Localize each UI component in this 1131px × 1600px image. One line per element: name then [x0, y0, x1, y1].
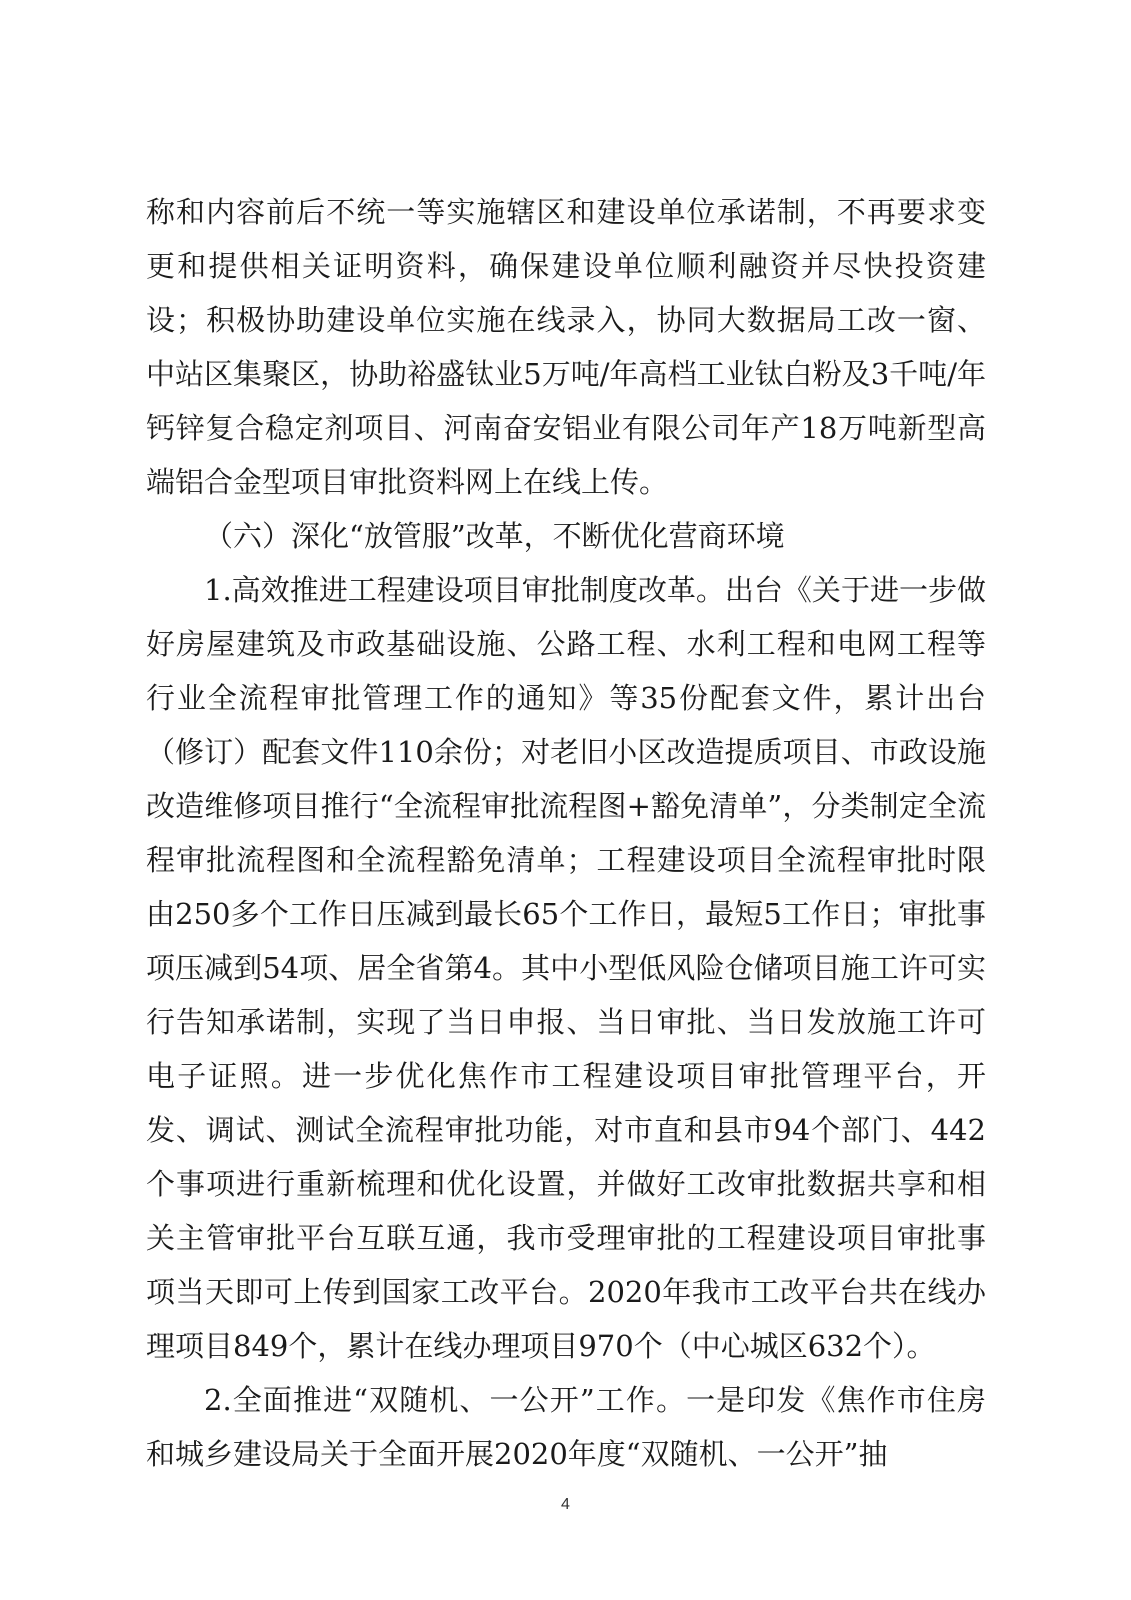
- paragraph-item-2: 2.全面推进“双随机、一公开”工作。一是印发《焦作市住房和城乡建设局关于全面开展2020年度“双随机、一公开”抽: [146, 1383, 986, 1471]
- paragraph-item-1: 1.高效推进工程建设项目审批制度改革。出台《关于进一步做好房屋建筑及市政基础设施、公路工程、水利工程和电网工程等行业全流程审批管理工作的通知》等35份配套文件，累计出台（修订）配套文件110余份；对老旧小区改造提质项目、市政设施改造维修项目推行“全流程审批流程图+豁免清单”，分类制定全流程审批流程图和全流程豁免清单；工程建设项目全流程审批时限由250多个工作日压减到最长65个工作日，最短5工作日；审批事项压减到54项、居全省第4。其中小型低风险仓储项目施工许可实行告知承诺制，实现了当日申报、当日审批、当日发放施工许可电子证照。进一步优化焦作市工程建设项目审批管理平台，开发、调试、测试全流程审批功能，对市直和县市94个部门、442个事项进行重新梳理和优化设置，并做好工改审批数据共享和相关主管审批平台互联互通，我市受理审批的工程建设项目审批事项当天即可上传到国家工改平台。2020年我市工改平台共在线办理项目849个，累计在线办理项目970个（中心城区632个）。: [146, 573, 986, 1363]
- section-heading-6: （六）深化“放管服”改革，不断优化营商环境: [204, 519, 785, 553]
- document-body: [146, 185, 986, 1481]
- paragraph-continued: 称和内容前后不统一等实施辖区和建设单位承诺制，不再要求变更和提供相关证明资料，确保建设单位顺利融资并尽快投资建设；积极协助建设单位实施在线录入，协同大数据局工改一窗、中站区集聚区，协助裕盛钛业5万吨/年高档工业钛白粉及3千吨/年钙锌复合稳定剂项目、河南奋安铝业有限公司年产18万吨新型高端铝合金型项目审批资料网上在线上传。: [146, 195, 986, 499]
- page-number: 4: [561, 1496, 570, 1513]
